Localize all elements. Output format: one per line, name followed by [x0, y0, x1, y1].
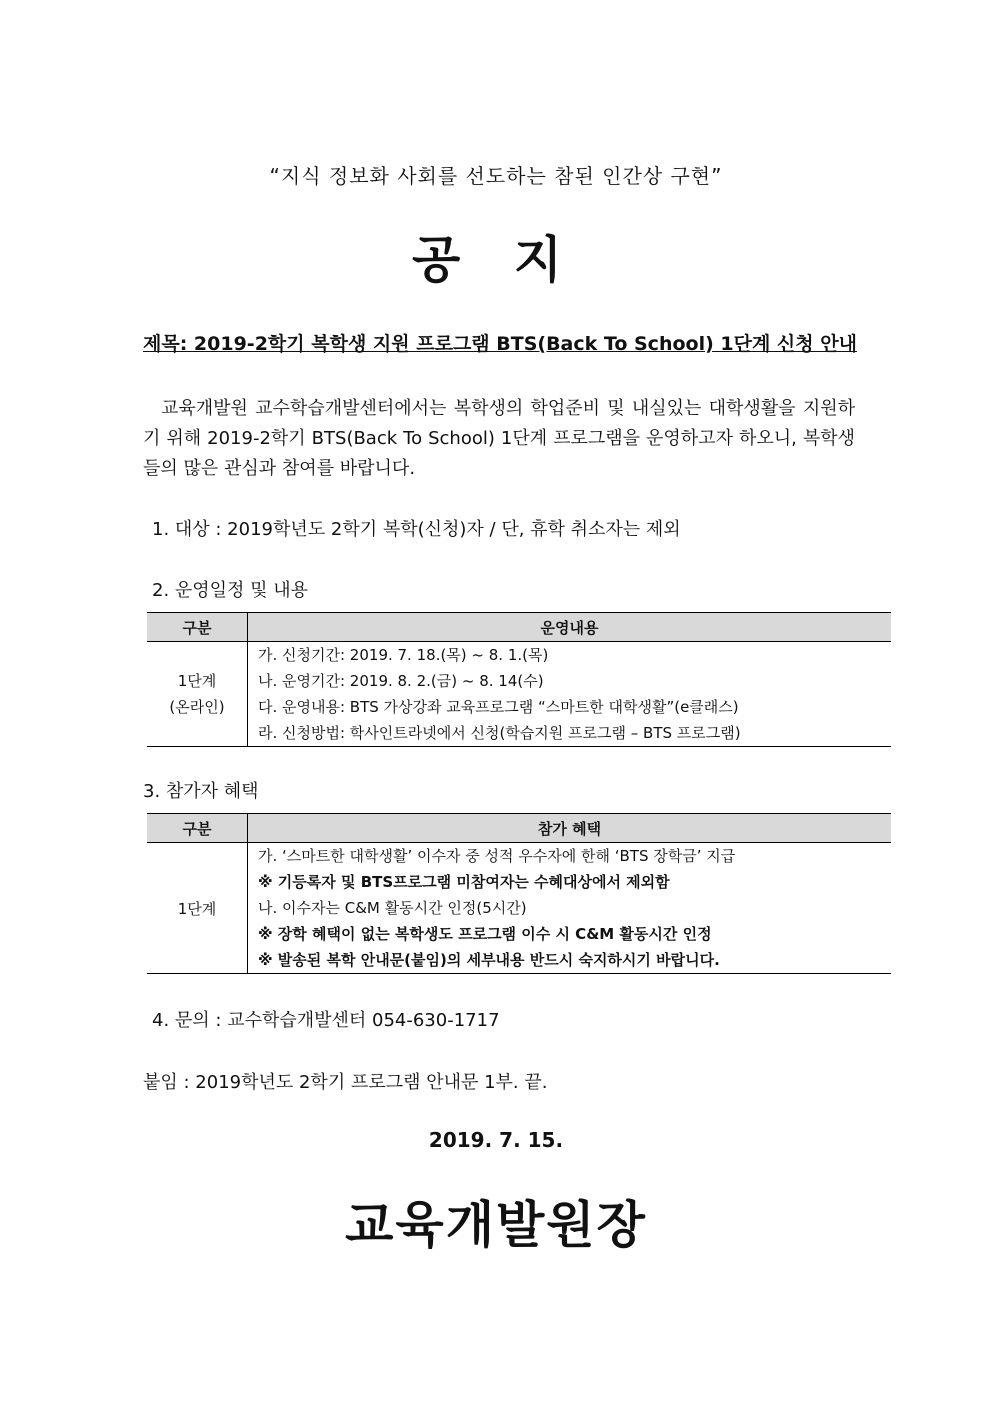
- benefit-line-activity-hours: 나. 이수자는 C&M 활동시간 인정(5시간): [258, 899, 527, 917]
- schedule-table: [147, 612, 891, 747]
- issue-date: 2019. 7. 15.: [428, 1128, 564, 1152]
- schedule-line-method: 라. 신청방법: 학사인트라넷에서 신청(학습지원 프로그램 – BTS 프로그램): [258, 724, 741, 742]
- stage-cell: [147, 642, 248, 747]
- schedule-line-apply-period: 가. 신청기간: 2019. 7. 18.(목) ~ 8. 1.(목): [258, 646, 549, 664]
- motto: “지식 정보화 사회를 선도하는 참된 인간상 구현”: [269, 164, 723, 188]
- table-row: [147, 843, 891, 974]
- subject-line: 제목: 2019-2학기 복학생 지원 프로그램 BTS(Back To School) 1단계 신청 안내: [143, 333, 857, 355]
- benefit-note-guide: ※ 발송된 복학 안내문(붙임)의 세부내용 반드시 숙지하시기 바랍니다.: [258, 951, 720, 969]
- benefit-line-scholarship: 가. ‘스마트한 대학생활’ 이수자 중 성적 우수자에 한해 ‘BTS 장학금’ 지급: [258, 847, 736, 865]
- schedule-line-content: 다. 운영내용: BTS 가상강좌 교육프로그램 “스마트한 대학생활”(e클래스): [258, 698, 739, 716]
- schedule-table-header-category: 구분: [147, 613, 248, 642]
- stage-label: 1단계: [177, 672, 217, 690]
- item-schedule-heading: 2. 운영일정 및 내용: [152, 580, 309, 601]
- intro-paragraph: 교육개발원 교수학습개발센터에서는 복학생의 학업준비 및 내실있는 대학생활을 지원하기 위해 2019-2학기 BTS(Back To School) 1단계 프로그램을 운영하고자 하오니, 복학생들의 많은 관심과 참여를 바랍니다.: [143, 398, 855, 479]
- item-contact: 4. 문의 : 교수학습개발센터 054-630-1717: [152, 1010, 500, 1031]
- benefits-table-header-benefit: 참가 혜택: [248, 814, 892, 843]
- item-benefits-heading: 3. 참가자 혜택: [143, 781, 259, 802]
- schedule-table-header-content: 운영내용: [248, 613, 892, 642]
- attachment-line: 붙임 : 2019학년도 2학기 프로그램 안내문 1부. 끝.: [143, 1072, 548, 1093]
- signer: 교육개발원장: [345, 1196, 647, 1254]
- schedule-content-cell: [248, 642, 892, 747]
- stage-sublabel: (온라인): [169, 698, 225, 716]
- benefits-table-header-category: 구분: [147, 814, 248, 843]
- benefits-content-cell: [248, 843, 892, 974]
- stage-cell: 1단계: [147, 843, 248, 974]
- benefit-note-activity: ※ 장학 혜택이 없는 복학생도 프로그램 이수 시 C&M 활동시간 인정: [258, 925, 712, 943]
- table-row: [147, 642, 891, 747]
- schedule-line-run-period: 나. 운영기간: 2019. 8. 2.(금) ~ 8. 14(수): [258, 672, 544, 690]
- benefit-note-exclusion: ※ 기등록자 및 BTS프로그램 미참여자는 수혜대상에서 제외함: [258, 873, 670, 891]
- benefits-table: [147, 813, 891, 974]
- notice-title: 공 지: [411, 231, 580, 289]
- item-target: 1. 대상 : 2019학년도 2학기 복학(신청)자 / 단, 휴학 취소자는 제외: [152, 519, 681, 540]
